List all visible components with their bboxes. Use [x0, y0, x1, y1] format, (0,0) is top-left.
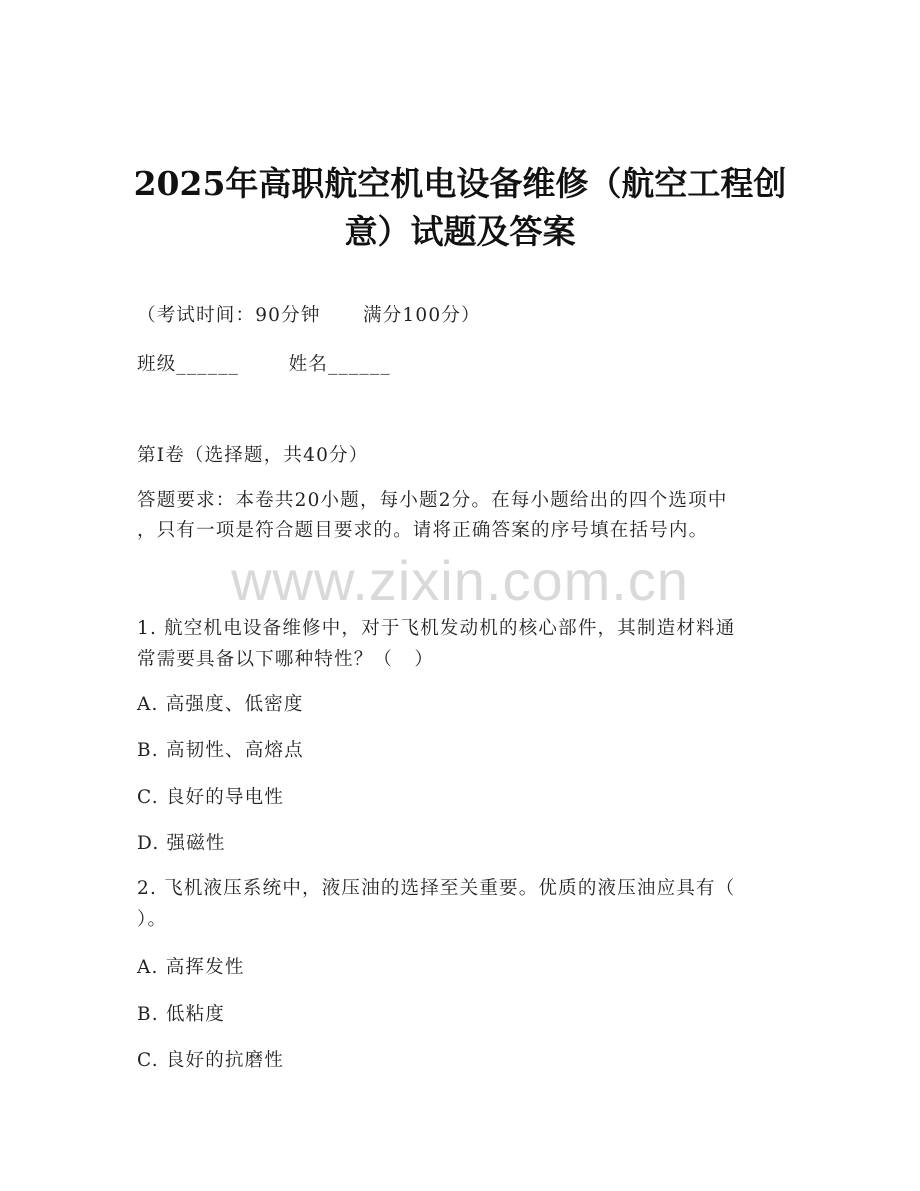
question-1-stem-line-2: 常需要具备以下哪种特性？（ ） [137, 649, 435, 670]
watermark: www.zixin.com.cn [231, 549, 689, 612]
instructions-line-2: ，只有一项是符合题目要求的。请将正确答案的序号填在括号内。 [137, 520, 709, 541]
question-1-stem-line-1: 1. 航空机电设备维修中，对于飞机发动机的核心部件，其制造材料通 [137, 618, 736, 639]
section-title: 第I卷（选择题，共40分） [137, 445, 369, 466]
question-1-option-c: C. 良好的导电性 [137, 787, 285, 808]
document-title-line-2: 意）试题及答案 [344, 212, 576, 251]
class-name-fields: 班级______ 姓名______ [137, 354, 391, 375]
question-2-option-c: C. 良好的抗磨性 [137, 1050, 285, 1071]
question-1-option-b: B. 高韧性、高熔点 [137, 740, 304, 761]
question-2-stem-line-2: ）。 [137, 909, 168, 930]
question-2-option-a: A. 高挥发性 [137, 957, 245, 978]
question-2-option-b: B. 低粘度 [137, 1004, 226, 1025]
question-1-option-a: A. 高强度、低密度 [137, 694, 304, 715]
instructions-line-1: 答题要求：本卷共20小题，每小题2分。在每小题给出的四个选项中 [137, 490, 728, 511]
question-2-stem-line-1: 2. 飞机液压系统中，液压油的选择至关重要。优质的液压油应具有（ [137, 878, 736, 899]
document-title-line-1: 2025年高职航空机电设备维修（航空工程创 [133, 164, 787, 203]
exam-info: （考试时间：90分钟 满分100分） [137, 305, 481, 326]
question-1-option-d: D. 强磁性 [137, 833, 226, 854]
